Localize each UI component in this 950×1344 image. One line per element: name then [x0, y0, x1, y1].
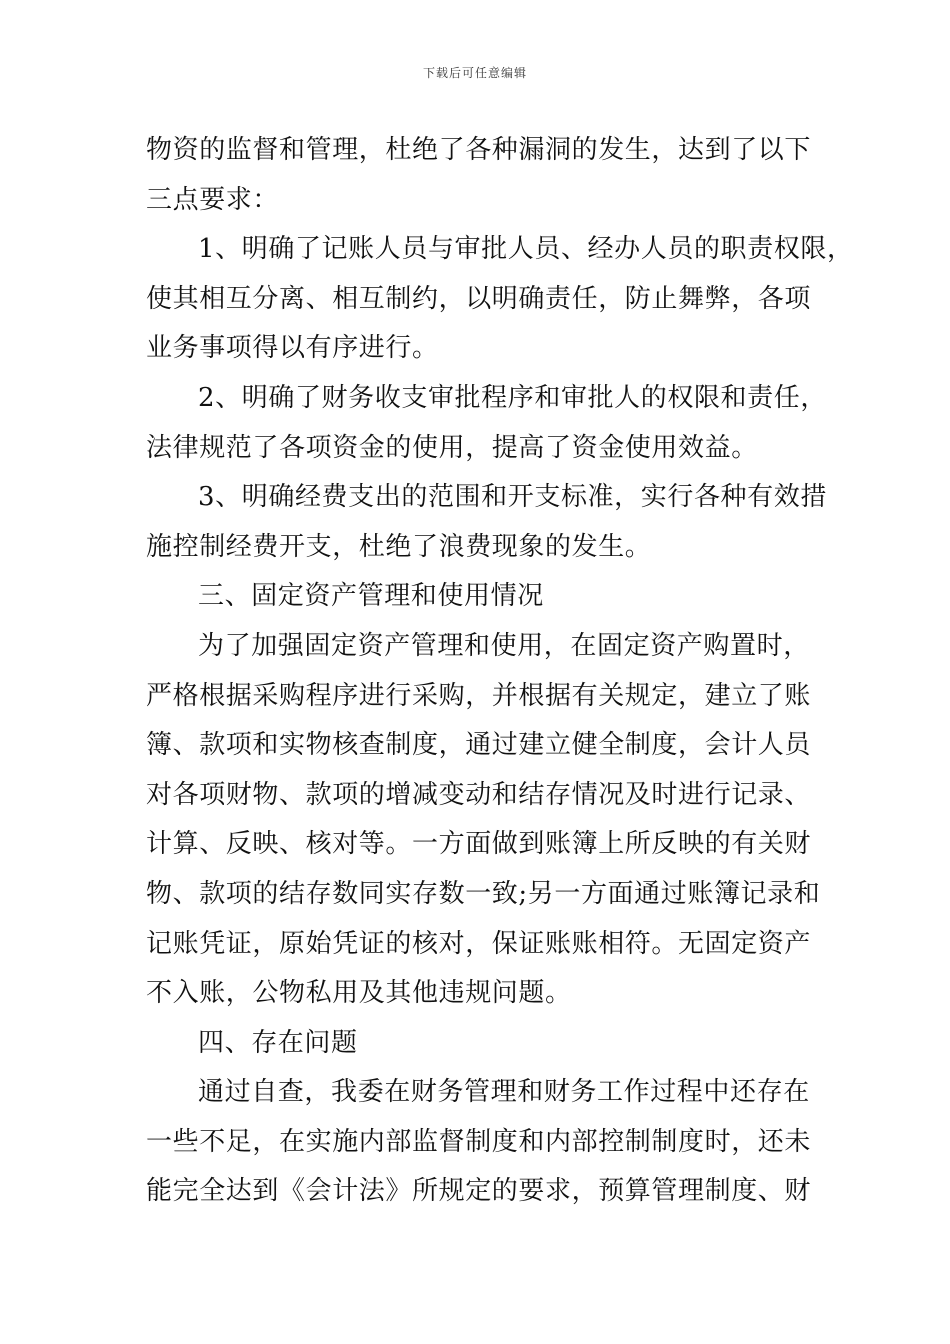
- paragraph-start: 通过自查，我委在财务管理和财务工作过程中还存在: [198, 1077, 810, 1108]
- list-item-2: 2、明确了财务收支审批程序和审批人的权限和责任，: [198, 382, 827, 413]
- text-line: 物资的监督和管理，杜绝了各种漏洞的发生，达到了以下: [146, 135, 812, 165]
- text-line: 三点要求：: [146, 184, 280, 215]
- text-line: 对各项财物、款项的增减变动和结存情况及时进行记录、: [146, 779, 812, 810]
- list-item-3: 3、明确经费支出的范围和开支标准，实行各种有效措: [198, 482, 827, 513]
- text-line: 使其相互分离、相互制约，以明确责任，防止舞弊，各项: [146, 283, 812, 314]
- section-heading-fixed-assets: 三、固定资产管理和使用情况: [198, 581, 544, 612]
- document-body: [146, 126, 854, 1217]
- list-item-1: 1、明确了记账人员与审批人员、经办人员的职责权限，: [198, 234, 854, 265]
- text-line: 簿、款项和实物核查制度，通过建立健全制度，会计人员: [146, 730, 812, 761]
- text-line: 一些不足，在实施内部监督制度和内部控制制度时，还未: [146, 1126, 812, 1157]
- text-line: 业务事项得以有序进行。: [146, 333, 439, 364]
- text-line: 不入账，公物私用及其他违规问题。: [146, 978, 572, 1009]
- text-line: 物、款项的结存数同实存数一致;另一方面通过账簿记录和: [146, 878, 821, 909]
- text-line: 法律规范了各项资金的使用，提高了资金使用效益。: [146, 432, 758, 463]
- page-header: 下载后可任意编辑: [422, 66, 527, 80]
- text-line: 严格根据采购程序进行采购，并根据有关规定，建立了账: [146, 680, 812, 711]
- text-line: 能完全达到《会计法》所规定的要求，预算管理制度、财: [146, 1176, 812, 1207]
- text-line: 计算、反映、核对等。一方面做到账簿上所反映的有关财: [146, 829, 812, 860]
- paragraph-start: 为了加强固定资产管理和使用，在固定资产购置时，: [198, 630, 810, 661]
- text-line: 施控制经费开支，杜绝了浪费现象的发生。: [146, 531, 652, 562]
- section-heading-issues: 四、存在问题: [198, 1027, 358, 1058]
- text-line: 记账凭证，原始凭证的核对，保证账账相符。无固定资产: [146, 928, 812, 959]
